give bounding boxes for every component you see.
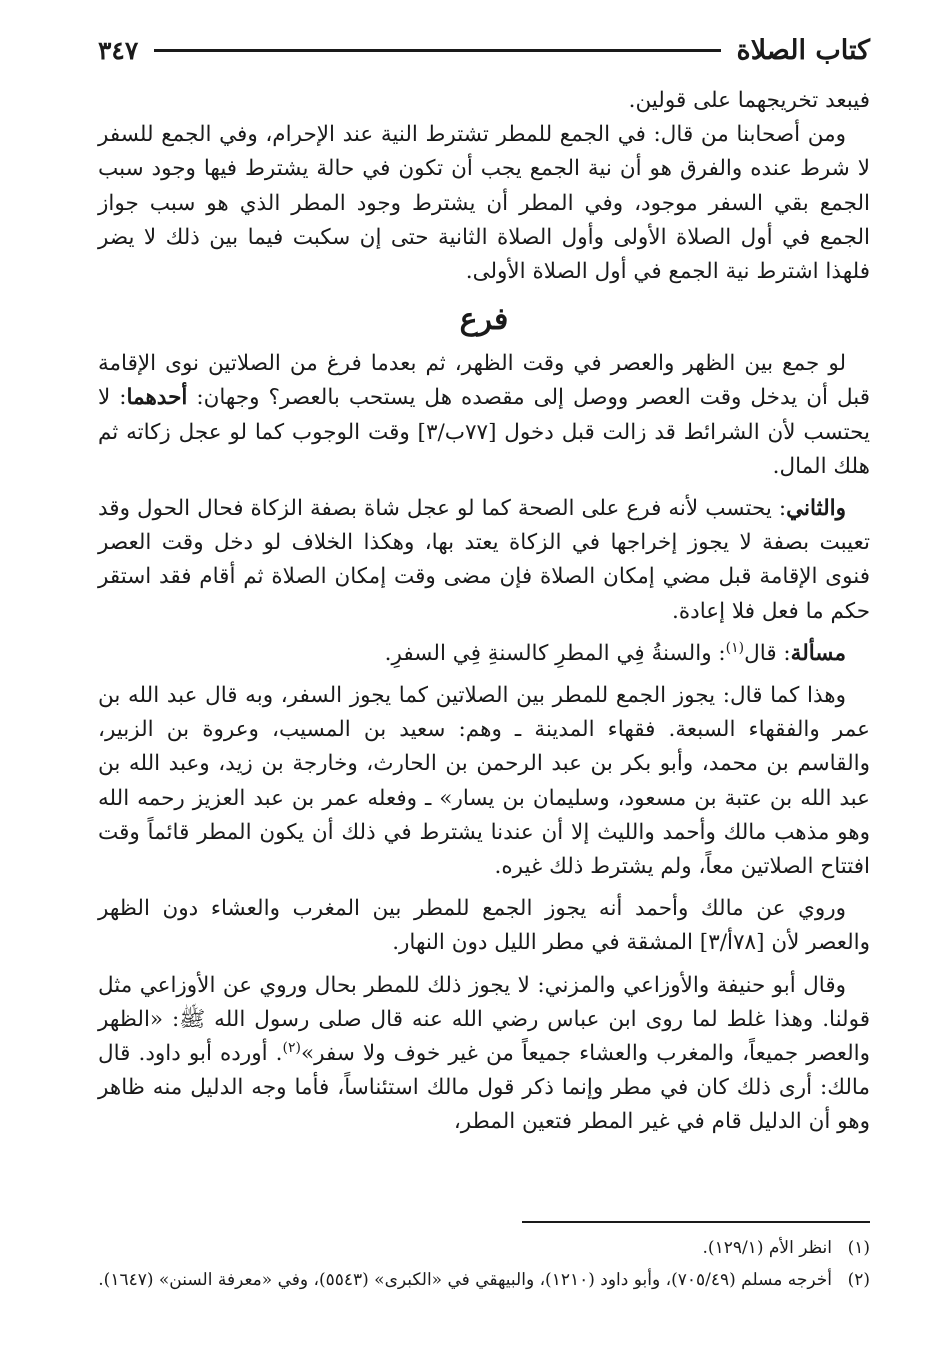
paragraph-8-a: وقال أبو حنيفة والأوزاعي والمزني: لا يجوز ذلك للمطر بحال وروي عن الأوزاعي مثل قولنا. وهذا غلط لما روى ابن عباس رضي الله عنه قال صلى رسول الله ﷺ: «الظهر والعصر جميعاً، والمغرب والعشاء جميعاً من غير خوف ولا سفر» [98, 972, 871, 1067]
paragraph-7: وروي عن مالك وأحمد أنه يجوز الجمع للمطر بين المغرب والعشاء دون الظهر والعصر لأن [٧٨أ/٣] المشقة في مطر الليل دون النهار. [98, 896, 870, 956]
section-heading: فرع [459, 302, 509, 338]
paragraph-8-b: . أورده أبو داود. قال مالك: أرى ذلك كان في مطر وإنما ذكر قول مالك استئناساً، فأما وجه الدليل منه ظاهر وهو أن الدليل قام في غير المطر فتعين المطر، [98, 1041, 870, 1135]
main-text [98, 84, 870, 1140]
paragraph-4 [98, 492, 870, 629]
paragraph-5-a: : قال [744, 640, 791, 666]
page-header [98, 28, 870, 72]
paragraph-4-bold: والثاني [786, 496, 846, 522]
paragraph-5 [98, 637, 870, 671]
footnote-text: أخرجه مسلم (٧٠٥/٤٩)، وأبو داود (١٢١٠)، والبيهقي في «الكبرى» (٥٥٤٣)، وفي «معرفة السنن» (١٦٤٧). [98, 1270, 832, 1290]
footnote-ref-2: (٢) [282, 1040, 301, 1057]
page-number: ٣٤٧ [98, 35, 139, 65]
paragraph-5-b: : والسنةُ فِي المطرِ كالسنةِ فِي السفرِ. [384, 640, 726, 666]
running-title: كتاب الصلاة [736, 34, 870, 66]
footnote-number: (١) [847, 1238, 870, 1258]
paragraph-4-rest: : يحتسب لأنه فرع على الصحة كما لو عجل شاة بصفة الزكاة فحال الحول وقد تعيبت بصفة لا يجوز إخراجها في الزكاة يعتد بها، وهكذا الخلاف لو دخل وقت العصر فنوى الإقامة قبل مضي إمكان الصلاة فإن مضى وقت إمكان الصلاة ثم أقام فقد استقر حكم ما فعل فلا إعادة. [98, 496, 870, 624]
footnote [98, 1264, 870, 1296]
paragraph-5-bold: مسألة [790, 640, 846, 666]
paragraph-2: ومن أصحابنا من قال: في الجمع للمطر تشترط النية عند الإحرام، وفي الجمع للسفر لا شرط عنده والفرق هو أن نية الجمع يجب أن تكون في حالة يشترط فيها وجود سبب الجمع بقي السفر موجود، وفي المطر أن يشترط وجود المطر الذي هو سبب جواز الجمع في أول الصلاة الأولى وأول الصلاة الثانية حتى إن سكبت فيما بين ذلك لا يضر فلهذا اشترط نية الجمع في أول الصلاة الأولى. [98, 122, 870, 285]
paragraph-3-text: لو جمع بين الظهر والعصر في وقت الظهر، ثم بعدما فرغ من الصلاتين نوى الإقامة قبل أن يدخل وقت العصر ووصل إلى مقصده هل يستحب بالعصر؟ وجهان: [98, 351, 870, 411]
footnote-ref-1: (١) [725, 639, 745, 656]
footnote [98, 1232, 870, 1264]
footnotes [98, 1232, 870, 1296]
paragraph-6: وهذا كما قال: يجوز الجمع للمطر بين الصلاتين كما يجوز السفر، وبه قال عبد الله بن عمر والفقهاء السبعة. فقهاء المدينة ـ وهم: سعيد بن المسيب، وعروة بن الزبير، والقاسم بن محمد، وأبو بكر بن عبد الرحمن بن الحارث، وخارجة بن زيد، وعبد الله بن عبد الله بن عتبة بن مسعود، وسليمان بن يسار» ـ وفعله عمر بن عبد العزيز رحمه الله وهو مذهب مالك وأحمد والليث إلا أن عندنا يشترط في ذلك أن يكون المطر قائماً وقت افتتاح الصلاتين معاً، ولم يشترط ذلك غيره. [98, 683, 870, 880]
footnote-number: (٢) [847, 1270, 870, 1290]
paragraph-1: فيبعد تخريجهما على قولين. [628, 88, 870, 113]
paragraph-3-rest: : لا يحتسب لأن الشرائط قد زالت قبل دخول [٧٧ب/٣] وقت الوجوب كما لو عجل زكاته ثم هلك المال. [98, 385, 870, 479]
header-rule [154, 49, 720, 52]
footnote-text: انظر الأم (١٢٩/١). [702, 1238, 832, 1258]
paragraph-8 [98, 969, 870, 1140]
paragraph-3 [98, 347, 870, 484]
paragraph-3-bold: أحدهما [126, 385, 188, 411]
footnote-separator [522, 1221, 870, 1223]
